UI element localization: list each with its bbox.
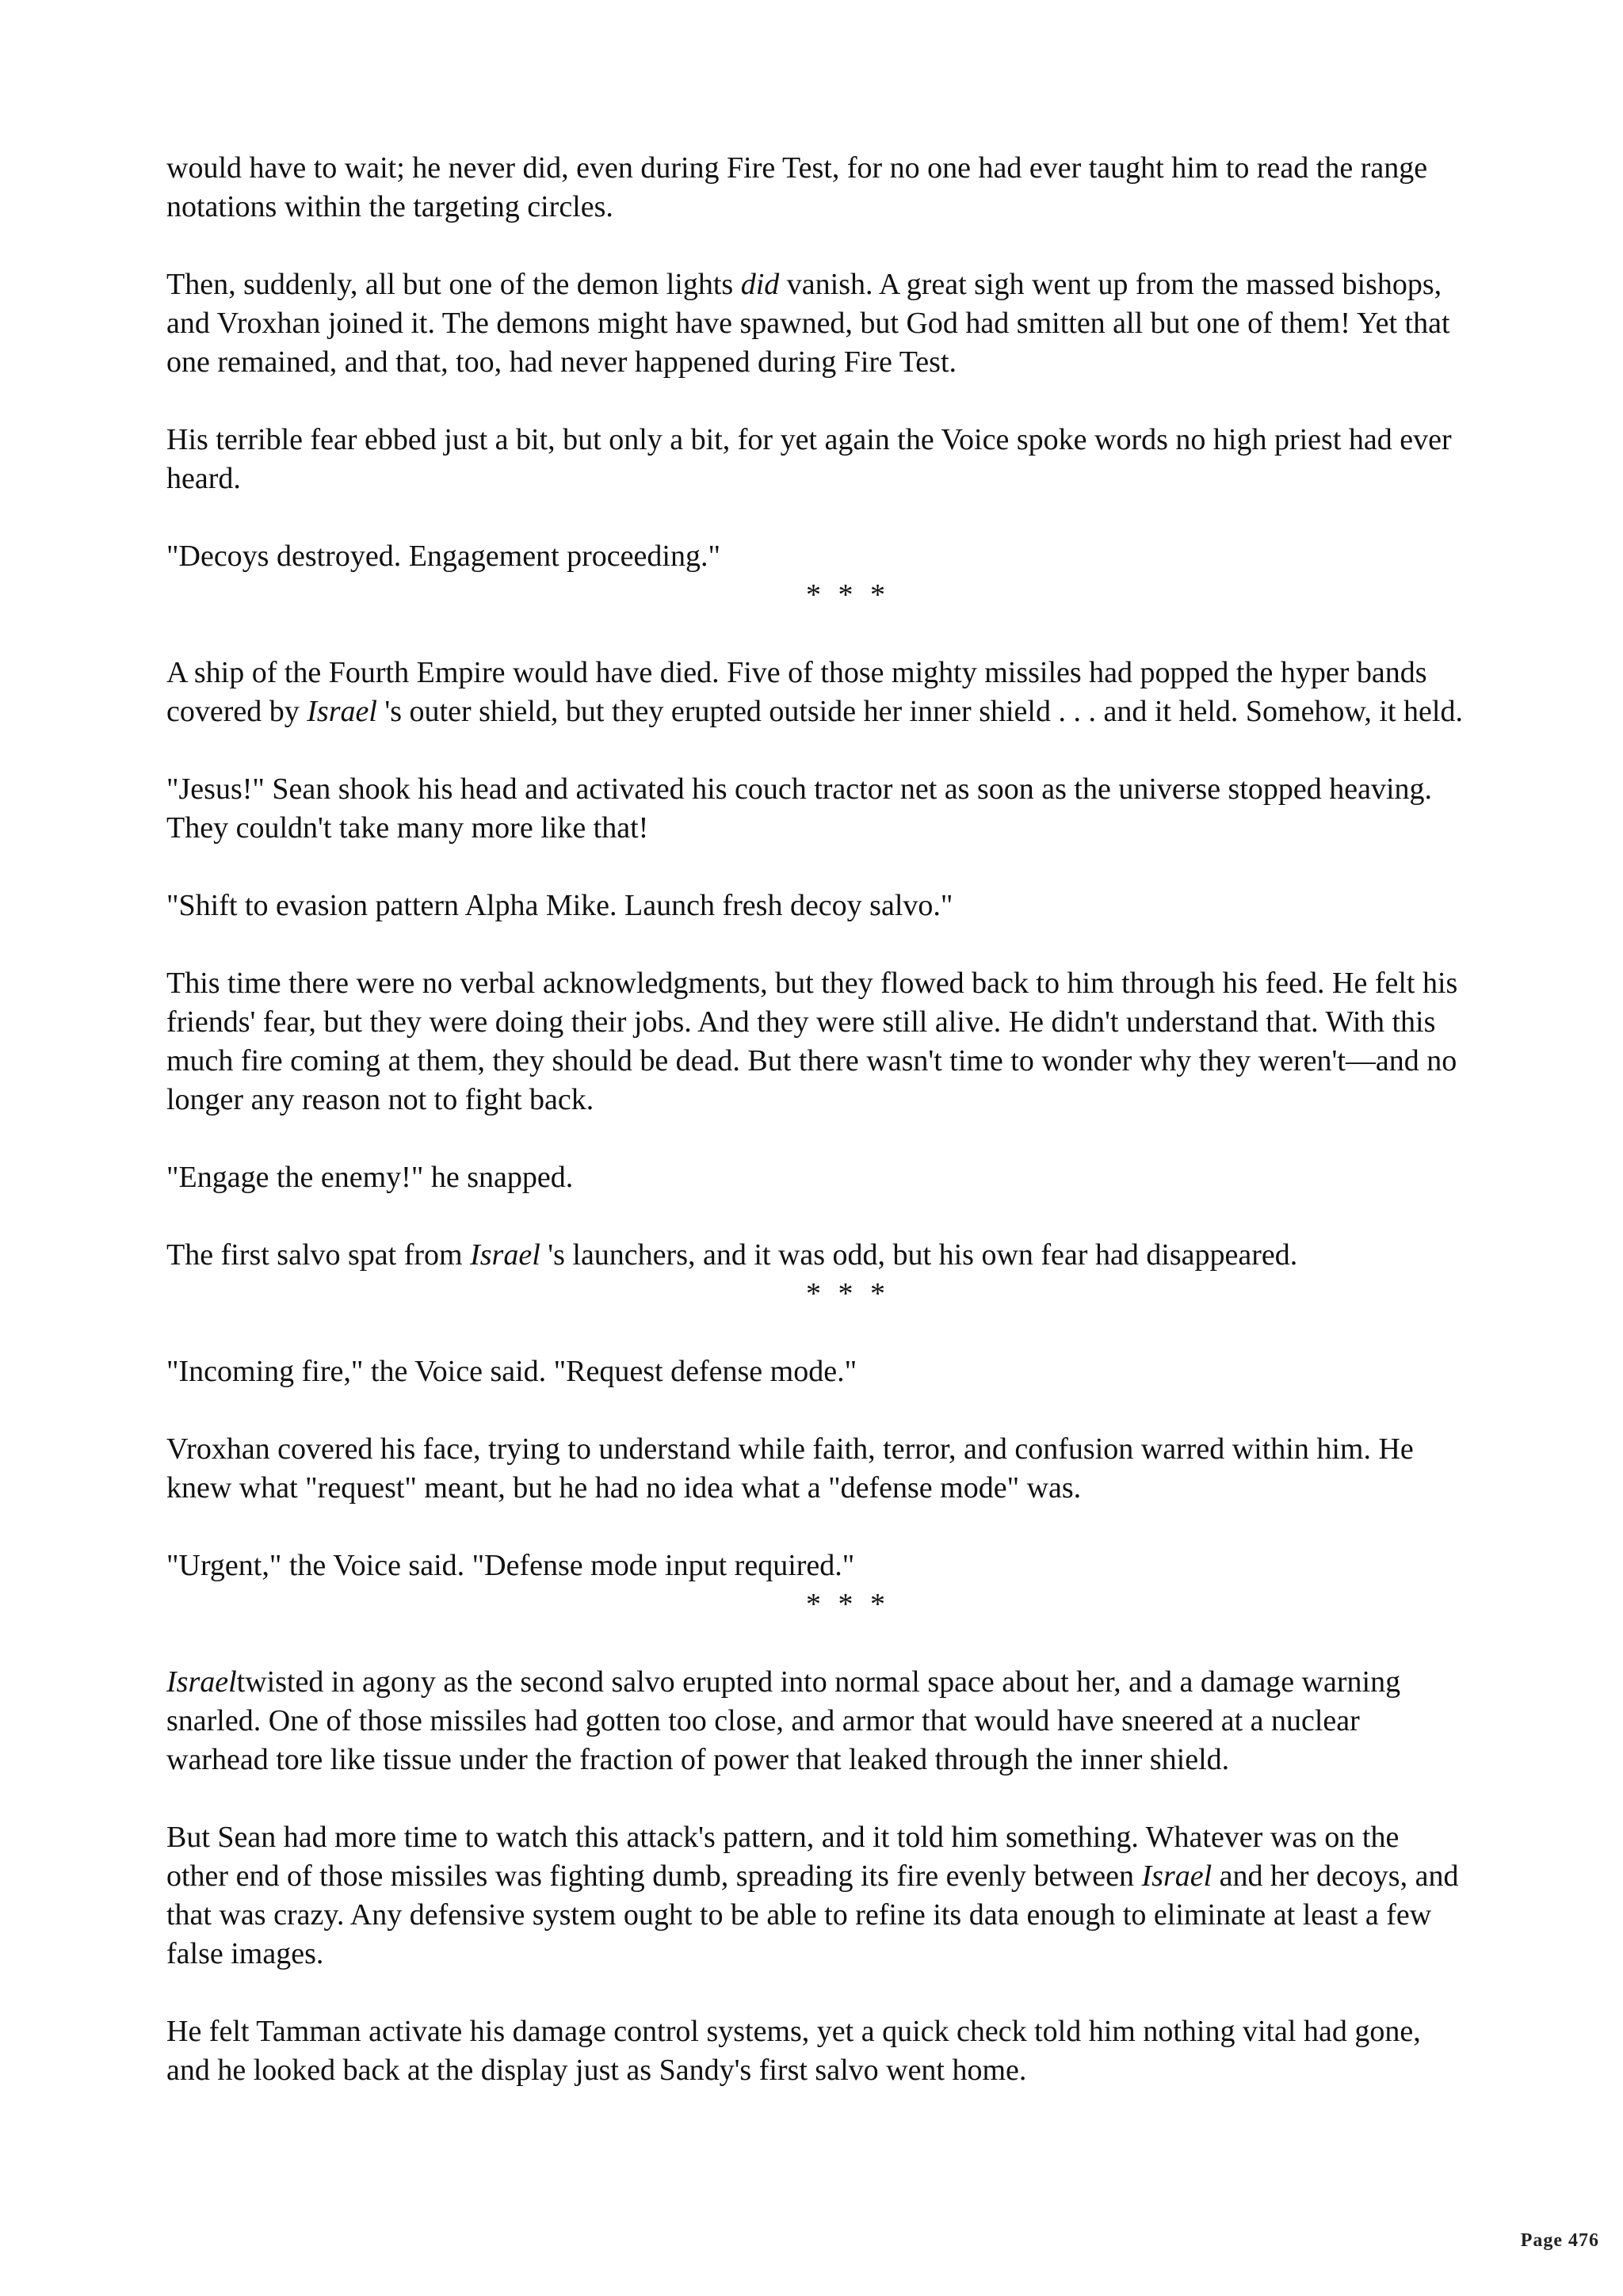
text-run: "Incoming fire," the Voice said. "Request defense mode." <box>166 1355 857 1388</box>
text-run: Vroxhan covered his face, trying to understand while faith, terror, and confusion warred within him. He knew what "request" meant, but he had no idea what a "defense mode" was. <box>166 1432 1414 1505</box>
paragraph <box>166 1818 1466 1974</box>
paragraph <box>166 265 1466 382</box>
text-run: "Urgent," the Voice said. "Defense mode input required." <box>166 1549 855 1582</box>
paragraph <box>166 537 1466 576</box>
paragraph <box>166 654 1466 731</box>
paragraph <box>166 964 1466 1119</box>
text-run: would have to wait; he never did, even during Fire Test, for no one had ever taught him to read the range notations within the targeting circles. <box>166 151 1428 223</box>
text-run: But Sean had more time to watch this attack's pattern, and it told him something. Whatever was on the other end of those missiles was fighting dumb, spreading its fire evenly between <box>166 1821 1400 1893</box>
paragraph <box>166 421 1466 498</box>
paragraph <box>166 1158 1466 1197</box>
text-run: vanish. A great sigh went up from the massed bishops, and Vroxhan joined it. The demons might have spawned, but God had smitten all but one of them! Yet that one remained, and that, too, had never happened during Fire Test. <box>166 268 1450 379</box>
scene-separator: * * * <box>806 1588 890 1621</box>
scene-separator: * * * <box>806 1277 890 1310</box>
italic-text-run: Israel <box>166 1665 237 1699</box>
text-run: "Engage the enemy!" he snapped. <box>166 1161 574 1194</box>
text-run: twisted in agony as the second salvo erupted into normal space about her, and a damage warning snarled. One of those missiles had gotten too close, and armor that would have sneered at a nuclear warhead tore like tissue under the fraction of power that leaked through the inner shield. <box>166 1665 1401 1776</box>
text-run: 's outer shield, but they erupted outside her inner shield . . . and it held. Somehow, it held. <box>376 695 1463 728</box>
page-number: Page 476 <box>1520 2230 1599 2251</box>
italic-text-run: Israel <box>307 695 377 728</box>
text-run: "Shift to evasion pattern Alpha Mike. Launch fresh decoy salvo." <box>166 889 953 922</box>
italic-text-run: Israel <box>1141 1859 1212 1893</box>
text-run: "Decoys destroyed. Engagement proceeding." <box>166 540 720 573</box>
paragraph <box>166 1547 1466 1585</box>
paragraph <box>166 887 1466 925</box>
italic-text-run: did <box>740 268 780 301</box>
text-run: "Jesus!" Sean shook his head and activated his couch tractor net as soon as the universe stopped heaving. They couldn't take many more like that! <box>166 772 1433 845</box>
book-page-body <box>166 149 1466 2129</box>
text-run: Then, suddenly, all but one of the demon lights <box>166 268 741 301</box>
text-run: The first salvo spat from <box>166 1238 471 1272</box>
text-run: He felt Tamman activate his damage control systems, yet a quick check told him nothing vital had gone, and he looked back at the display just as Sandy's first salvo went home. <box>166 2015 1421 2087</box>
text-run: This time there were no verbal acknowledgments, but they flowed back to him through his feed. He felt his friends' fear, but they were doing their jobs. And they were still alive. He didn't understand that. With this much fire coming at them, they should be dead. But there wasn't time to wonder why they weren't—and no longer any reason not to fight back. <box>166 967 1458 1116</box>
paragraph <box>166 1663 1466 1779</box>
text-run: His terrible fear ebbed just a bit, but only a bit, for yet again the Voice spoke words no high priest had ever heard. <box>166 423 1452 495</box>
paragraph <box>166 1352 1466 1391</box>
scene-separator: * * * <box>806 578 890 612</box>
paragraph <box>166 1430 1466 1508</box>
italic-text-run: Israel <box>470 1238 540 1272</box>
text-run: and her decoys, and that was crazy. Any defensive system ought to be able to refine its data enough to eliminate at least a few false images. <box>166 1859 1459 1970</box>
paragraph <box>166 770 1466 848</box>
paragraph <box>166 1236 1466 1275</box>
text-run: 's launchers, and it was odd, but his own fear had disappeared. <box>540 1238 1298 1272</box>
paragraph <box>166 2012 1466 2090</box>
text-run: A ship of the Fourth Empire would have died. Five of those mighty missiles had popped the hyper bands covered by <box>166 656 1427 728</box>
paragraph <box>166 149 1466 227</box>
